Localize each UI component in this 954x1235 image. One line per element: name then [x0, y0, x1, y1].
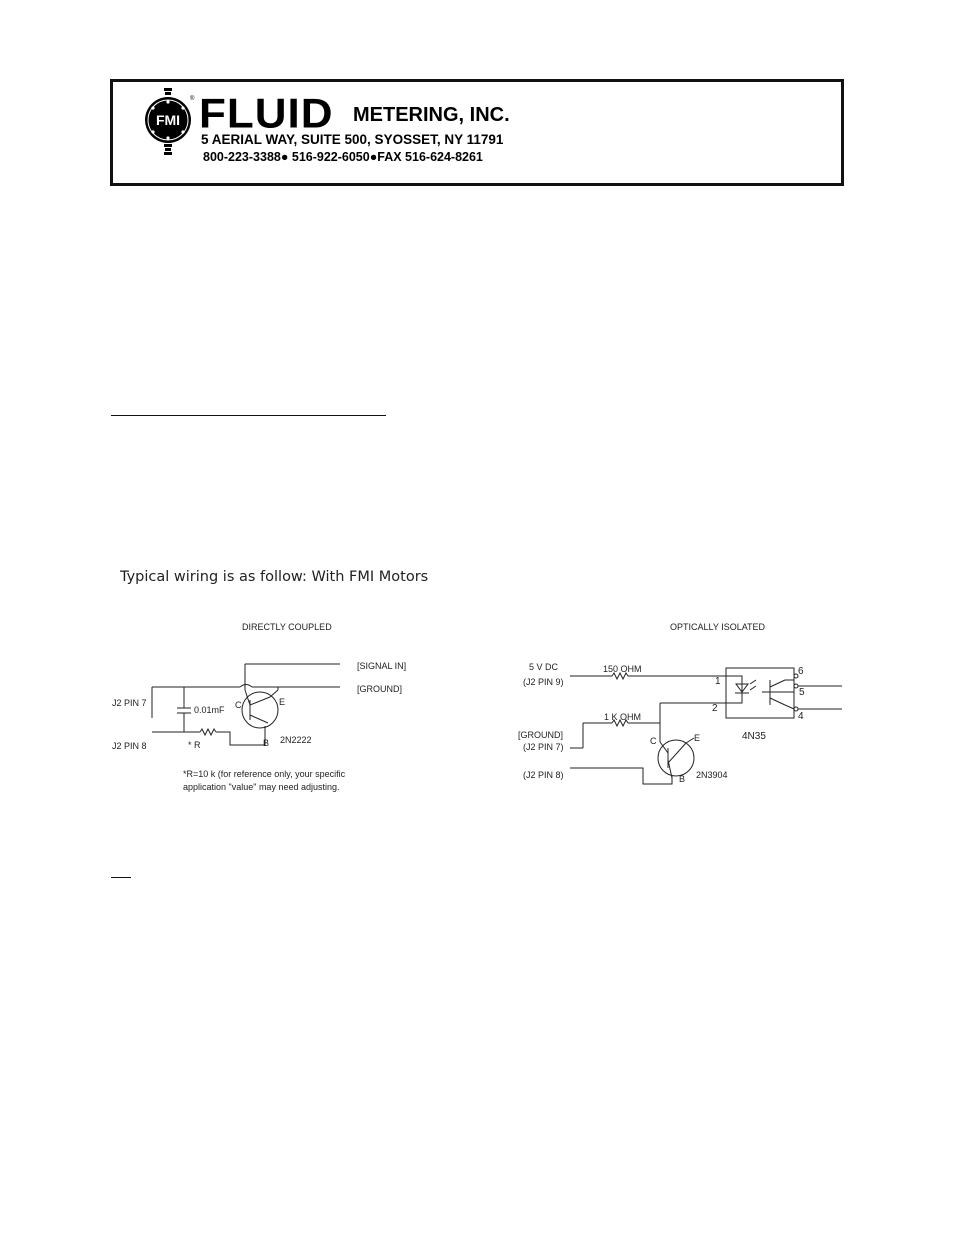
diagram-title-isolated: OPTICALLY ISOLATED	[670, 622, 766, 632]
label-base: B	[263, 738, 270, 748]
label-ground-iso: [GROUND]	[518, 730, 563, 740]
label-ground: [GROUND]	[357, 684, 402, 694]
label-opto-4n35: 4N35	[742, 731, 766, 742]
label-ground-pin: (J2 PIN 7)	[523, 742, 564, 752]
label-signal-in: [SIGNAL IN]	[357, 661, 407, 671]
diagram-title-direct: DIRECTLY COUPLED	[242, 622, 332, 632]
label-pin2: 2	[712, 703, 718, 714]
note-line-1: *R=10 k (for reference only, your specific	[183, 769, 346, 779]
label-emitter-iso: E	[694, 733, 701, 743]
label-base-pin: (J2 PIN 8)	[523, 770, 564, 780]
brand-name: FLUID	[199, 90, 334, 137]
company-phones: 800-223-3388● 516-922-6050●FAX 516-624-8261	[203, 150, 483, 164]
label-resistor: * R	[188, 740, 201, 750]
brand-subtitle: METERING, INC.	[353, 104, 510, 126]
note-line-2: application "value" may need adjusting.	[183, 782, 340, 792]
label-base-iso: B	[679, 774, 686, 784]
label-transistor-2n2222: 2N2222	[280, 735, 312, 745]
label-r1: 150 OHM	[603, 664, 642, 674]
logo-letters: FMI	[155, 112, 181, 128]
label-r2: 1 K OHM	[604, 712, 642, 722]
label-supply: 5 V DC	[529, 662, 559, 672]
company-address: 5 AERIAL WAY, SUITE 500, SYOSSET, NY 11791	[201, 132, 504, 147]
label-collector-iso: C	[650, 736, 657, 746]
svg-text:®: ®	[190, 96, 195, 102]
label-pin1: 1	[715, 676, 721, 687]
label-transistor-2n3904: 2N3904	[696, 770, 728, 780]
label-supply-pin: (J2 PIN 9)	[523, 677, 564, 687]
label-j2-pin8: J2 PIN 8	[112, 741, 147, 751]
label-cap-value: 0.01mF	[194, 705, 225, 715]
label-j2-pin7: J2 PIN 7	[112, 698, 147, 708]
label-pin6: 6	[798, 666, 804, 677]
label-pin5: 5	[799, 687, 805, 698]
label-pin4: 4	[798, 711, 804, 722]
label-emitter: E	[279, 697, 286, 707]
intro-text: Typical wiring is as follow: With FMI Motors	[120, 569, 429, 585]
label-collector: C	[235, 700, 242, 710]
section-rule-short	[111, 877, 131, 878]
